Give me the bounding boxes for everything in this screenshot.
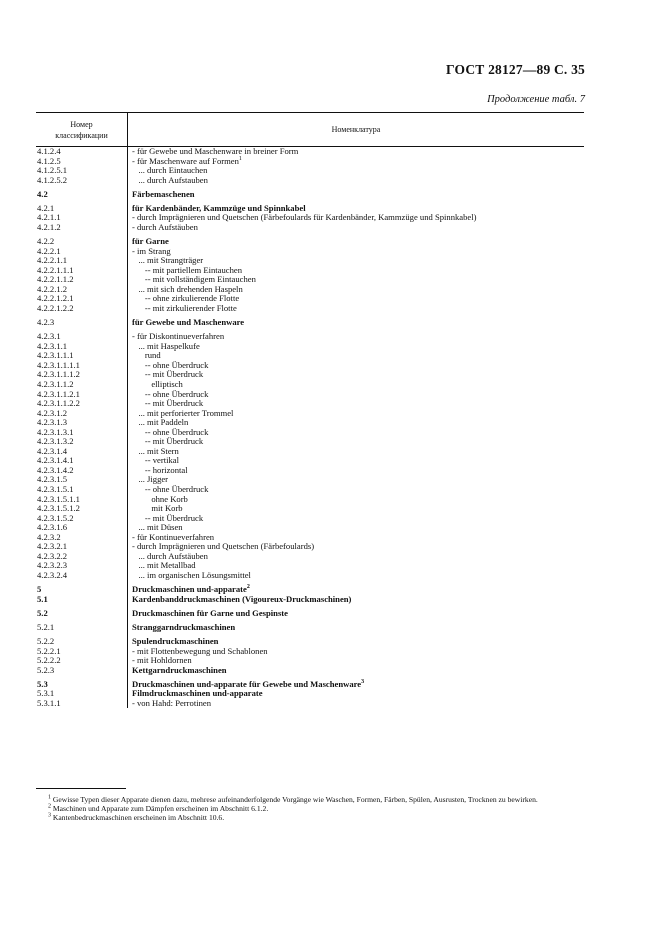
nomenclature-label: - mit Flottenbewegung und Schablonen xyxy=(132,645,268,656)
nomenclature-text xyxy=(128,304,584,314)
classification-number: 4.2.3.1.6 xyxy=(37,522,68,533)
nomenclature-text xyxy=(128,647,584,657)
nomenclature-label: ... mit Haspelkufe xyxy=(132,340,200,351)
nomenclature-label: für Gewebe und Maschenware xyxy=(132,317,245,328)
classification-number: 5.2.2.2 xyxy=(37,655,61,666)
table-row xyxy=(36,237,584,247)
nomenclature-text xyxy=(128,699,584,709)
classification-number: 4.2.3 xyxy=(37,317,55,328)
nomenclature-text xyxy=(128,437,584,447)
table-row xyxy=(36,466,584,476)
classification-number: 4.2.2.1 xyxy=(37,245,61,256)
nomenclature-label: Kardenbanddruckmaschinen (Vigoureux-Druckmaschinen) xyxy=(132,593,352,604)
classification-number: 4.2.3.2.1 xyxy=(37,541,68,552)
table-row xyxy=(36,418,584,428)
nomenclature-label: für Kardenbänder, Kammzüge und Spinnkabel xyxy=(132,202,306,213)
nomenclature-label: -- mit Überdruck xyxy=(132,369,204,380)
classification-number: 4.2.3.2.3 xyxy=(37,560,68,571)
footnote-list xyxy=(36,795,596,823)
classification-number: 5.3.1.1 xyxy=(37,697,61,708)
table-row xyxy=(36,256,584,266)
footnote-text: Gewisse Typen dieser Apparate dienen dazu, mehrese aufeinanderfolgende Vorgänge wie Waschen, Formen, Färben, Spülen, Ausrusten, Trocknen zu bewirken. xyxy=(51,795,538,804)
classification-number: 4.2.3.1.5 xyxy=(37,474,68,485)
nomenclature-label: -- ohne Überdruck xyxy=(132,426,209,437)
table-row xyxy=(36,370,584,380)
nomenclature-label: Filmdruckmaschinen und-apparate xyxy=(132,688,263,699)
table-row xyxy=(36,318,584,328)
classification-number: 4.2.3.1.1.1.2 xyxy=(37,369,80,380)
nomenclature-label: ... durch Aufstauben xyxy=(132,174,208,185)
nomenclature-label: Stranggarndruckmaschinen xyxy=(132,621,236,632)
classification-number: 4.2.3.1.1.1 xyxy=(37,350,74,361)
nomenclature-label: ... Jigger xyxy=(132,474,169,485)
classification-number: 5.2.2.1 xyxy=(37,645,61,656)
classification-number: 4.2.3.2.4 xyxy=(37,569,68,580)
table-row xyxy=(36,380,584,390)
classification-number: 4.2.3.1.5.1.2 xyxy=(37,503,80,514)
nomenclature-label: -- mit vollständigem Eintauchen xyxy=(132,274,256,285)
footnote-text: Kantenbedruckmaschinen erscheinen im Abschnitt 10.6. xyxy=(51,813,225,823)
table-row xyxy=(36,609,584,619)
nomenclature-label: elliptisch xyxy=(132,379,183,389)
table-row xyxy=(36,447,584,457)
table-row xyxy=(36,699,584,709)
table-row xyxy=(36,351,584,361)
nomenclature-label: ohne Korb xyxy=(132,493,188,504)
classification-table xyxy=(36,112,584,708)
table-row xyxy=(36,342,584,352)
nomenclature-label: ... mit Strangträger xyxy=(132,255,204,266)
nomenclature-label: Druckmaschinen für Garne und Gespinste xyxy=(132,607,288,618)
nomenclature-text xyxy=(128,571,584,581)
classification-number: 4.2.2.1.1 xyxy=(37,255,68,266)
nomenclature-text xyxy=(128,237,584,247)
table-row xyxy=(36,637,584,647)
nomenclature-label: -- ohne Überdruck xyxy=(132,359,209,370)
classification-number: 4.2.3.1.4.2 xyxy=(37,464,74,475)
nomenclature-label: ... mit perforierter Trommel xyxy=(132,407,234,418)
classification-number: 4.2.3.2 xyxy=(37,531,61,542)
classification-number: 5.3.1 xyxy=(37,688,55,699)
nomenclature-label: -- ohne zirkulierende Flotte xyxy=(132,293,240,304)
nomenclature-label: ... durch Eintauchen xyxy=(132,165,208,176)
nomenclature-label: ... mit sich drehenden Haspeln xyxy=(132,283,243,294)
table-row xyxy=(36,390,584,400)
classification-number: 4.1.2.5 xyxy=(37,155,61,166)
table-row xyxy=(36,266,584,276)
nomenclature-label: -- vertikal xyxy=(132,455,180,466)
table-row xyxy=(36,647,584,657)
table-row xyxy=(36,571,584,581)
nomenclature-label: - durch Imprägnieren und Quetschen (Färbefoulards) xyxy=(132,541,315,552)
table-row xyxy=(36,428,584,438)
footnote-mark: 1 xyxy=(48,794,51,801)
table-row xyxy=(36,304,584,314)
nomenclature-text xyxy=(128,552,584,562)
nomenclature-text xyxy=(128,223,584,233)
nomenclature-text xyxy=(128,176,584,186)
table-row xyxy=(36,623,584,633)
classification-number: 4.2.1.2 xyxy=(37,222,61,233)
table-row xyxy=(36,666,584,676)
classification-number: 4.2.3.1.5.2 xyxy=(37,512,74,523)
nomenclature-label: -- mit Überdruck xyxy=(132,398,204,409)
nomenclature-label: - im Strang xyxy=(132,245,171,256)
nomenclature-label: mit Korb xyxy=(132,503,183,514)
table-row xyxy=(36,485,584,495)
table-row xyxy=(36,294,584,304)
nomenclature-text xyxy=(128,514,584,524)
footnote-reference: 2 xyxy=(246,584,250,591)
classification-number: 4.2.3.1.1 xyxy=(37,340,68,351)
table-row xyxy=(36,504,584,514)
table-row xyxy=(36,456,584,466)
classification-number: 4.2.3.1.1.2.2 xyxy=(37,398,80,409)
classification-number: 5.2.2 xyxy=(37,636,55,647)
classification-number: 4.2.3.1.2 xyxy=(37,407,68,418)
classification-number: 4.2.3.1.3.2 xyxy=(37,436,74,447)
classification-number: 5.1 xyxy=(37,593,48,604)
nomenclature-label: -- mit zirkulierender Flotte xyxy=(132,302,237,313)
classification-number: 4.1.2.5.2 xyxy=(37,174,68,185)
nomenclature-label: Kettgarndruckmaschinen xyxy=(132,664,227,675)
nomenclature-label: rund xyxy=(132,350,161,361)
table-row xyxy=(36,176,584,186)
table-row xyxy=(36,285,584,295)
nomenclature-label: für Garne xyxy=(132,236,169,247)
footnotes xyxy=(36,788,596,823)
classification-number: 4.2.3.1.5.1 xyxy=(37,484,74,495)
table-row xyxy=(36,399,584,409)
nomenclature-text xyxy=(128,495,584,505)
nomenclature-text xyxy=(128,595,584,605)
classification-number: 4.2.2 xyxy=(37,236,55,247)
nomenclature-label: -- ohne Überdruck xyxy=(132,388,209,399)
nomenclature-text xyxy=(128,466,584,476)
classification-number: 4.2.3.1.5.1.1 xyxy=(37,493,80,504)
table-row xyxy=(36,561,584,571)
table-row xyxy=(36,361,584,371)
table-row xyxy=(36,680,584,690)
page-header: ГОСТ 28127—89 С. 35 xyxy=(446,62,585,77)
table-row xyxy=(36,542,584,552)
nomenclature-label: - für Diskontinueverfahren xyxy=(132,331,225,342)
nomenclature-label: -- ohne Überdruck xyxy=(132,484,209,495)
classification-number: 5.2.1 xyxy=(37,621,55,632)
nomenclature-label: ... mit Düsen xyxy=(132,522,183,533)
footnote-text: Maschinen und Apparate zum Dämpfen erscheinen im Abschnitt 6.1.2. xyxy=(51,804,269,814)
classification-number: 4.2.3.1.1.1.1 xyxy=(37,359,80,370)
classification-number: 4.2.2.1.1.1 xyxy=(37,264,74,275)
table-row xyxy=(36,689,584,699)
nomenclature-label: ... durch Aufstäuben xyxy=(132,550,208,561)
nomenclature-label: -- horizontal xyxy=(132,464,188,475)
classification-number: 5.2.3 xyxy=(37,664,55,675)
nomenclature-label: -- mit Überdruck xyxy=(132,512,204,523)
classification-number: 4.2.3.1.1.2 xyxy=(37,379,74,389)
nomenclature-label: ... mit Metallbad xyxy=(132,560,196,571)
nomenclature-label: Spulendruckmaschinen xyxy=(132,636,219,647)
nomenclature-label: -- mit Überdruck xyxy=(132,436,204,447)
nomenclature-label: - durch Aufstäuben xyxy=(132,222,198,233)
nomenclature-text xyxy=(128,456,584,466)
table-row xyxy=(36,213,584,223)
nomenclature-label: Druckmaschinen und-apparate für Gewebe und Maschenware xyxy=(132,678,362,689)
nomenclature-label: - mit Hohldornen xyxy=(132,655,192,666)
table-header xyxy=(36,112,584,147)
table-continuation-label: Продолжение табл. 7 xyxy=(487,94,585,105)
classification-number: 4.2.3.1.3.1 xyxy=(37,426,74,437)
nomenclature-label: ... mit Paddeln xyxy=(132,417,189,428)
nomenclature-text xyxy=(128,342,584,352)
table-row xyxy=(36,166,584,176)
table-row xyxy=(36,409,584,419)
classification-number: 5.2 xyxy=(37,607,48,618)
classification-number: 4.1.2.4 xyxy=(37,146,61,156)
table-row xyxy=(36,523,584,533)
classification-number: 5 xyxy=(37,584,42,595)
footnote-reference: 1 xyxy=(238,155,242,162)
table-row xyxy=(36,157,584,167)
footnote-mark: 3 xyxy=(48,812,51,819)
nomenclature-label: ... im organischen Lösungsmittel xyxy=(132,569,251,580)
classification-number: 4.2.2.1.2.2 xyxy=(37,302,74,313)
column-header-nomenclature: Номенклатура xyxy=(331,125,381,134)
table-row xyxy=(36,147,584,157)
nomenclature-label: ... mit Stern xyxy=(132,445,179,456)
nomenclature-text xyxy=(128,409,584,419)
footnote-rule xyxy=(36,788,126,789)
classification-number: 4.2.1 xyxy=(37,202,55,213)
table-row xyxy=(36,475,584,485)
table-row xyxy=(36,437,584,447)
classification-number: 4.2.3.1 xyxy=(37,331,61,342)
classification-number: 5.3 xyxy=(37,678,48,689)
footnote xyxy=(36,813,596,822)
nomenclature-label: - von Hahd: Perrotinen xyxy=(132,697,211,708)
nomenclature-text xyxy=(128,370,584,380)
classification-number: 4.2.2.1.2 xyxy=(37,283,68,294)
classification-number: 4.2.3.1.4.1 xyxy=(37,455,74,466)
column-header-number: Номер классификации xyxy=(36,113,128,146)
nomenclature-label: -- mit partiellem Eintauchen xyxy=(132,264,243,275)
classification-number: 4.2.3.1.3 xyxy=(37,417,68,428)
table-row xyxy=(36,552,584,562)
table-row xyxy=(36,495,584,505)
table-row xyxy=(36,656,584,666)
table-row xyxy=(36,275,584,285)
classification-number: 4.2.2.1.2.1 xyxy=(37,293,74,304)
nomenclature-label: - für Maschenware auf Formen xyxy=(132,155,239,166)
classification-number: 4.2.3.2.2 xyxy=(37,550,68,561)
classification-number: 4.2.2.1.1.2 xyxy=(37,274,74,285)
footnote xyxy=(36,795,596,804)
table-body xyxy=(36,147,584,708)
nomenclature-label: Druckmaschinen und-apparate xyxy=(132,584,247,595)
nomenclature-text xyxy=(128,318,584,328)
classification-number: 4.2.1.1 xyxy=(37,212,61,223)
classification-number: 4.1.2.5.1 xyxy=(37,165,68,176)
table-row xyxy=(36,332,584,342)
nomenclature-text xyxy=(128,666,584,676)
nomenclature-text xyxy=(128,190,584,200)
nomenclature-label: - für Gewebe und Maschenware in breiner Form xyxy=(132,146,299,156)
nomenclature-text xyxy=(128,485,584,495)
classification-number: 4.2.3.1.1.2.1 xyxy=(37,388,80,399)
table-row xyxy=(36,247,584,257)
table-row xyxy=(36,595,584,605)
classification-number: 4.2 xyxy=(37,188,48,199)
nomenclature-label: - für Kontinueverfahren xyxy=(132,531,215,542)
nomenclature-label: Färbemaschenen xyxy=(132,188,195,199)
table-row xyxy=(36,514,584,524)
classification-number: 4.2.3.1.4 xyxy=(37,445,68,456)
table-row xyxy=(36,190,584,200)
table-row xyxy=(36,223,584,233)
footnote-mark: 2 xyxy=(48,803,51,810)
nomenclature-text xyxy=(128,623,584,633)
footnote-reference: 3 xyxy=(361,678,365,685)
nomenclature-text xyxy=(128,609,584,619)
nomenclature-label: - durch Imprägnieren und Quetschen (Färbefoulards für Kardenbänder, Kammzüge und Spinnkabel) xyxy=(132,212,477,223)
nomenclature-text xyxy=(128,447,584,457)
